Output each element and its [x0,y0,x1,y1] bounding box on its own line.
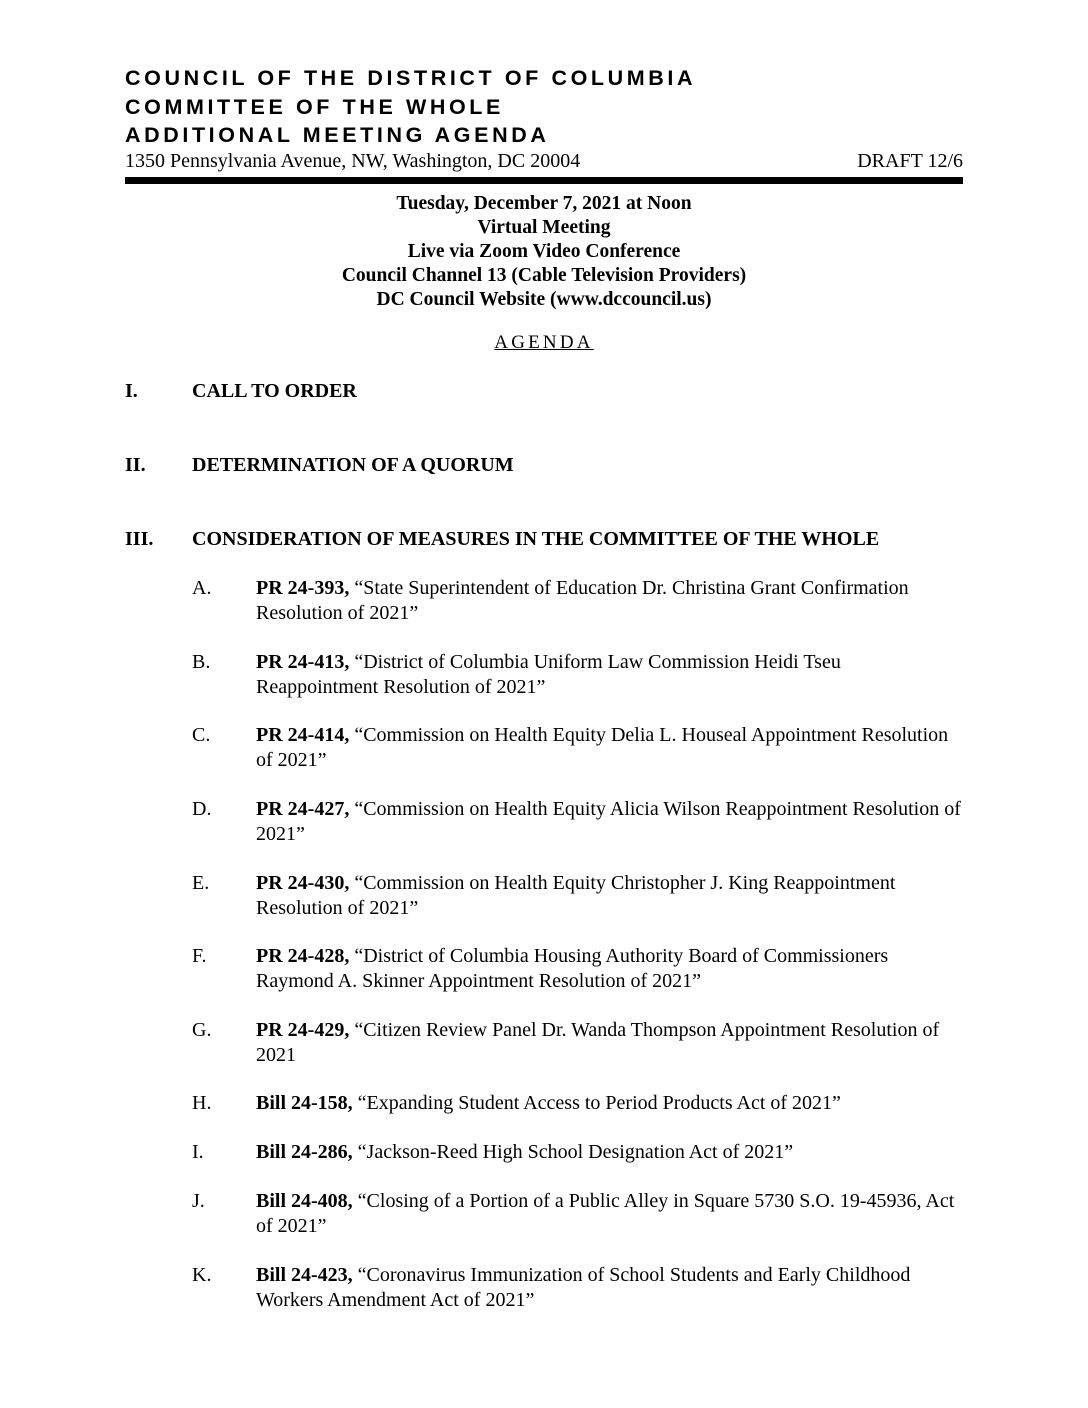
item-letter: E. [192,872,210,894]
item-text: “Commission on Health Equity Christopher J. King Reappointment Resolution of 2021” [256,872,896,919]
section-number: I. [125,380,138,402]
item-letter: B. [192,651,211,673]
meeting-info [125,192,963,312]
meeting-website: DC Council Website (www.dccouncil.us) [376,289,712,310]
item-text: “Coronavirus Immunization of School Students and Early Childhood Workers Amendment Act of 2021” [256,1264,911,1311]
meeting-type: Virtual Meeting [477,217,611,238]
item-ref: PR 24-430, [256,872,350,894]
item-letter: J. [192,1190,205,1212]
item-ref: PR 24-428, [256,945,350,967]
item-ref: Bill 24-423, [256,1264,353,1286]
item-ref: PR 24-429, [256,1019,350,1041]
item-text: “District of Columbia Housing Authority Board of Commissioners Raymond A. Skinner Appointment Resolution of 2021” [256,945,889,992]
item-ref: Bill 24-286, [256,1141,353,1163]
item-text: “Commission on Health Equity Delia L. Houseal Appointment Resolution of 2021” [256,724,949,771]
item-ref: Bill 24-408, [256,1190,353,1212]
item-body [256,1140,961,1165]
item-letter: H. [192,1092,212,1114]
meeting-zoom: Live via Zoom Video Conference [407,241,681,262]
item-ref: PR 24-414, [256,724,350,746]
item-ref: PR 24-427, [256,798,350,820]
item-body [256,1018,961,1067]
section-title: CALL TO ORDER [192,380,357,402]
section-number: III. [125,528,154,550]
item-letter: G. [192,1019,212,1041]
item-text: “Closing of a Portion of a Public Alley in Square 5730 S.O. 19-45936, Act of 2021” [256,1190,955,1237]
item-ref: Bill 24-158, [256,1092,353,1114]
item-letter: A. [192,577,212,599]
item-text: “District of Columbia Uniform Law Commission Heidi Tseu Reappointment Resolution of 2021” [256,651,841,698]
meeting-channel: Council Channel 13 (Cable Television Providers) [341,265,747,286]
section-number: II. [125,454,146,476]
item-body [256,650,961,699]
agenda-heading: AGENDA [494,332,594,353]
committee-title: COMMITTEE OF THE WHOLE [125,95,504,119]
item-body [256,1189,961,1238]
item-letter: K. [192,1264,212,1286]
item-text: “State Superintendent of Education Dr. Christina Grant Confirmation Resolution of 2021” [256,577,909,624]
meeting-date: Tuesday, December 7, 2021 at Noon [396,193,692,214]
item-body [256,723,961,772]
item-body [256,797,961,846]
item-ref: PR 24-393, [256,577,350,599]
item-letter: I. [192,1141,204,1163]
header-rule [125,177,963,184]
item-body [256,871,961,920]
address: 1350 Pennsylvania Avenue, NW, Washington, DC 20004 [125,150,581,172]
item-text: “Jackson-Reed High School Designation Act of 2021” [352,1141,794,1163]
item-letter: F. [192,945,207,967]
item-body [256,1091,961,1116]
item-letter: D. [192,798,212,820]
draft-label: DRAFT 12/6 [857,150,963,172]
council-title: COUNCIL OF THE DISTRICT OF COLUMBIA [125,66,697,90]
item-body [256,944,961,993]
item-body [256,1263,961,1312]
item-letter: C. [192,724,211,746]
item-body [256,576,961,625]
agenda-title: ADDITIONAL MEETING AGENDA [125,123,550,147]
section-title: CONSIDERATION OF MEASURES IN THE COMMITTEE OF THE WHOLE [192,528,880,550]
item-ref: PR 24-413, [256,651,350,673]
item-text: “Citizen Review Panel Dr. Wanda Thompson Appointment Resolution of 2021 [256,1019,940,1066]
section-title: DETERMINATION OF A QUORUM [192,454,514,476]
item-text: “Commission on Health Equity Alicia Wilson Reappointment Resolution of 2021” [256,798,961,845]
item-text: “Expanding Student Access to Period Products Act of 2021” [352,1092,841,1114]
